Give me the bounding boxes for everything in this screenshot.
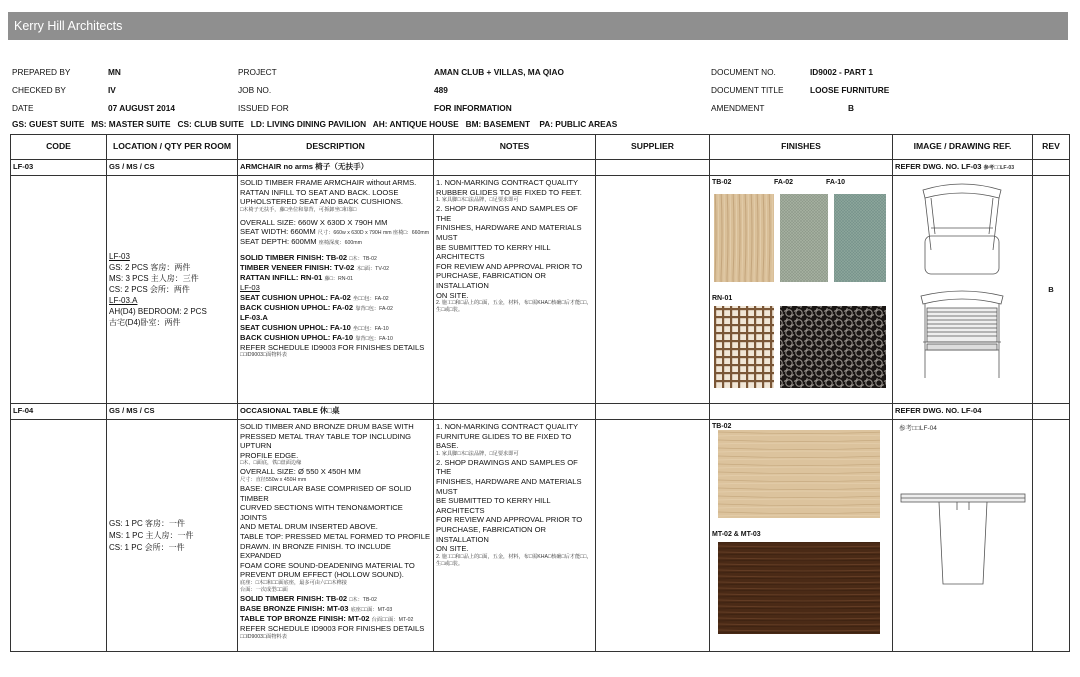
item-drawing: 参考□□LF-04 <box>893 420 1033 652</box>
item-code: LF-04 <box>11 404 107 420</box>
swatch-label-fa02: FA-02 <box>774 179 794 186</box>
item-finishes <box>710 420 893 652</box>
swatch-label-rn01: RN-01 <box>712 295 733 302</box>
col-header-notes: NOTES <box>434 135 596 160</box>
item-finishes <box>710 176 893 404</box>
doctitle-value: LOOSE FURNITURE <box>810 85 890 95</box>
swatch-label-tb02: TB-02 <box>712 423 732 430</box>
item-revision: B <box>1033 176 1070 404</box>
occasional-table-drawing <box>895 432 1029 622</box>
table-row <box>11 160 1070 176</box>
item-code: LF-03 <box>11 160 107 176</box>
col-header-finishes: FINISHES <box>710 135 893 160</box>
item-image-ref: REFER DWG. NO. LF-03 参考□□LF-03 <box>893 160 1033 176</box>
furniture-schedule-table <box>10 134 1070 652</box>
col-header-description: DESCRIPTION <box>238 135 434 160</box>
swatch-rn01-a <box>714 306 774 388</box>
docno-label: DOCUMENT NO. <box>711 67 776 77</box>
table-header-row <box>11 135 1070 160</box>
project-label: PROJECT <box>238 67 277 77</box>
job-label: JOB NO. <box>238 85 272 95</box>
table-row <box>11 176 1070 404</box>
swatch-label-mt: MT-02 & MT-03 <box>712 531 761 538</box>
amendment-value: B <box>848 103 854 113</box>
col-header-supplier: SUPPLIER <box>596 135 710 160</box>
swatch-rn01-b <box>780 306 886 388</box>
item-supplier <box>596 420 710 652</box>
firm-title-bar <box>8 12 1068 40</box>
item-notes: 1. NON-MARKING CONTRACT QUALITY RUBBER GLIDES TO BE FIXED TO FEET. 1. 家具脚□木□法品牌，□足要求即可 2. SHOP DRAWINGS AND SAMPLES OF THE FINISHES, HARDWARE AND MATERIALS MUST BE SUBMITTED TO KERRY HILL ARCHITECTS FOR REVIEW AND APPROVAL PRIOR TO PURCHASE, FABRICATION OR INSTALLATION ON SITE. 2. 施工□和□品上的□面，五金，材料，布□需KHA□核确□后才能□□，生□或□装。 <box>434 176 596 404</box>
swatch-label-fa10: FA-10 <box>826 179 846 186</box>
lf04-finish-swatches <box>718 430 888 642</box>
item-notes: 1. NON-MARKING CONTRACT QUALITY FURNITURE GLIDES TO BE FIXED TO BASE. 1. 家具脚□木□法品牌，□足要求即可 2. SHOP DRAWINGS AND SAMPLES OF THE FINISHES, HARDWARE AND MATERIALS MUST BE SUBMITTED TO KERRY HILL ARCHITECTS FOR REVIEW AND APPROVAL PRIOR TO PURCHASE, FABRICATION OR INSTALLATION ON SITE. 2. 施工□和□品上的□面，五金，材料，布□需KHA□核确□后才能□□，生□或□装。 <box>434 420 596 652</box>
swatch-tb02 <box>714 194 774 282</box>
item-title: OCCASIONAL TABLE 休□桌 <box>238 404 434 420</box>
swatch-fa02 <box>780 194 828 282</box>
checked-by-label: CHECKED BY <box>12 85 66 95</box>
col-header-rev: REV <box>1033 135 1070 160</box>
swatch-label-tb02: TB-02 <box>712 179 732 186</box>
item-location: GS / MS / CS <box>107 404 238 420</box>
amendment-label: AMENDMENT <box>711 103 765 113</box>
prepared-by-value: MN <box>108 67 121 77</box>
item-quantities: LF-03 GS: 2 PCS 客房：两件 MS: 3 PCS 主人房：三件 CS: 2 PCS 会所：两件 LF-03.A AH(D4) BEDROOM: 2 PCS 古宅(D4)卧室：两件 <box>107 176 238 404</box>
item-description: SOLID TIMBER AND BRONZE DRUM BASE WITH PRESSED METAL TRAY TABLE TOP INCLUDING UPTURN PROFILE EDGE. □木、□面底，铁□盘面边缘 OVERALL SIZE: Ø 550 X 450H MM 尺寸：直径550w x 450H mm BASE: CIRCULAR BASE COMPRISED OF SOLID TIMBER CURVED SECTIONS WITH TENON&MORTICE JOINTS AND METAL DRUM INSERTED ABOVE. TABLE TOP: PRESSED METAL FORMED TO PROFILE DRAWN. IN BRONZE FINISH. TO INCLUDE EXPANDED FOAM CORE SOUND-DEADENING MATERIAL TO PREVENT DRUM EFFECT (HOLLOW SOUND). 底座：□木□和□□面底座，最多可由六□□木榫接 台面：一次成型□□面 SOLID TIMBER FINISH: TB-02 □木：TB-02 BASE BRONZE FINISH: MT-03 底座□□面：MT-03 TABLE TOP BRONZE FINISH: MT-02 台面□□面：MT-02 REFER SCHEDULE ID9003 FOR FINISHES DETAILS □□ID9003□面物料表 <box>238 420 434 652</box>
item-description: SOLID TIMBER FRAME ARMCHAIR without ARMS. RATTAN INFILL TO SEAT AND BACK. LOOSE UPHOLSTERED SEAT AND BACK CUSHIONS. □木椅子无扶手，藤□坐位和靠背，可拆卸坐□和靠□ OVERALL SIZE: 660W X 630D X 790H MM SEAT WIDTH: 660MM 尺寸：660w x 630D x 790H mm 座椅□：660mm SEAT DEPTH: 600MM 座椅深度：600mm SOLID TIMBER FINISH: TB-02 □木：TB-02 TIMBER VENEER FINISH: TV-02 木□面：TV-02 RATTAN INFILL: RN-01 藤□：RN-01 LF-03 SEAT CUSHION UPHOL: FA-02 坐□□包：FA-02 BACK CUSHION UPHOL: FA-02 靠背□包：FA-02 LF-03.A SEAT CUSHION UPHOL: FA-10 坐□□包：FA-10 BACK CUSHION UPHOL: FA-10 靠背□包：FA-10 REFER SCHEDULE ID9003 FOR FINISHES DETAILS □□ID9003□面物料表 <box>238 176 434 404</box>
checked-by-value: IV <box>108 85 116 95</box>
lf03-finish-swatches <box>714 188 889 388</box>
date-value: 07 AUGUST 2014 <box>108 103 176 113</box>
item-supplier <box>596 176 710 404</box>
prepared-by-label: PREPARED BY <box>12 67 71 77</box>
date-label: DATE <box>12 103 34 113</box>
firm-name: Kerry Hill Architects <box>14 19 123 33</box>
docno-value: ID9002 - PART 1 <box>810 67 874 77</box>
issued-label: ISSUED FOR <box>238 103 289 113</box>
col-header-location: LOCATION / QTY PER ROOM <box>107 135 238 160</box>
item-location: GS / MS / CS <box>107 160 238 176</box>
armchair-drawing <box>895 178 1029 398</box>
item-title: ARMCHAIR no arms 椅子（无扶手） <box>238 160 434 176</box>
col-header-image-ref: IMAGE / DRAWING REF. <box>893 135 1033 160</box>
table-row <box>11 420 1070 652</box>
col-header-code: CODE <box>11 135 107 160</box>
swatch-mt02-mt03 <box>718 542 880 634</box>
item-quantities: GS: 1 PC 客房：一件 MS: 1 PC 主人房：一件 CS: 1 PC 会所：一件 <box>107 420 238 652</box>
doctitle-label: DOCUMENT TITLE <box>711 85 784 95</box>
swatch-tb02 <box>718 430 880 518</box>
job-value: 489 <box>434 85 448 95</box>
issued-value: FOR INFORMATION <box>434 103 512 113</box>
project-value: AMAN CLUB + VILLAS, MA QIAO <box>434 67 564 77</box>
swatch-fa10 <box>834 194 886 282</box>
table-row <box>11 404 1070 420</box>
item-image-ref: REFER DWG. NO. LF-04 <box>893 404 1033 420</box>
item-drawing <box>893 176 1033 404</box>
abbreviation-legend: GS: GUEST SUITE MS: MASTER SUITE CS: CLUB SUITE LD: LIVING DINING PAVILION AH: ANTIQUE HOUSE BM: BASEMENT PA: PUBLIC AREAS <box>12 119 618 129</box>
